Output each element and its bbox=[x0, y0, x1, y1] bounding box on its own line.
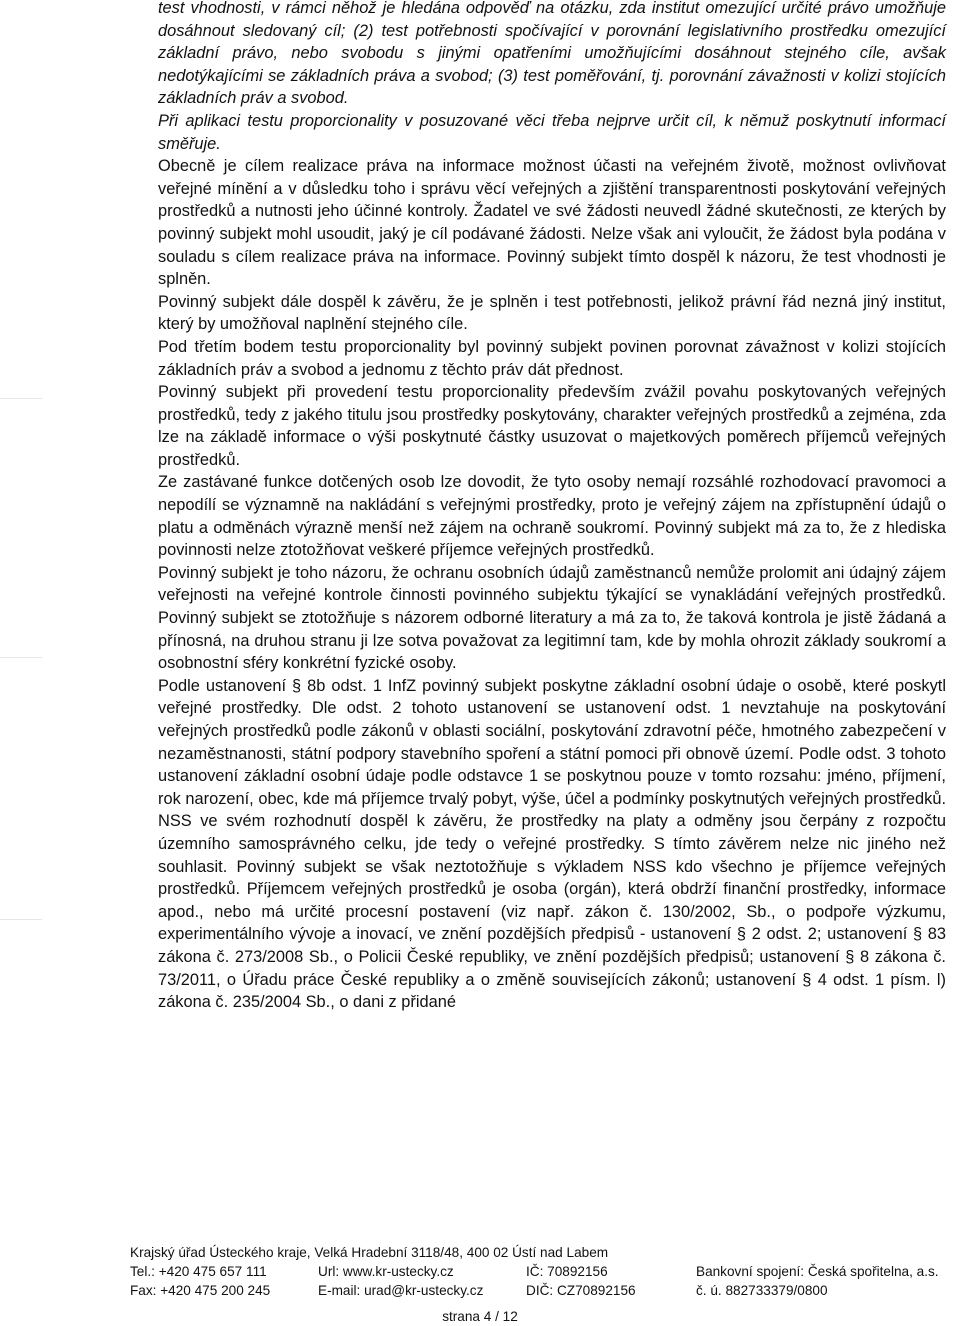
paragraph: test vhodnosti, v rámci něhož je hledána odpověď na otázku, zda institut omezující určité právo umožňuje dosáhnout sledovaný cíl; (2) test potřebnosti spočívající v porovnání legislativního prostředku omezující základní právo, nebo svobodu s jinými opatřeními umožňujícími dosáhnout stejného cíle, avšak nedotýkajícími se základních práva a svobod; (3) test poměřování, tj. porovnání závažnosti v kolizi stojících základních práv a svobod. bbox=[158, 0, 946, 108]
margin-mark bbox=[0, 657, 42, 658]
footer-account: č. ú. 882733379/0800 bbox=[696, 1283, 828, 1298]
footer-contact-row bbox=[130, 1262, 960, 1281]
footer-address-row bbox=[130, 1243, 960, 1262]
page-footer bbox=[130, 1243, 960, 1300]
footer-contact-row bbox=[130, 1281, 960, 1300]
margin-mark bbox=[0, 398, 42, 399]
footer-email[interactable]: E-mail: urad@kr-ustecky.cz bbox=[318, 1283, 484, 1298]
margin-mark bbox=[0, 919, 42, 920]
paragraph: Při aplikaci testu proporcionality v posuzované věci třeba nejprve určit cíl, k němuž poskytnutí informací směřuje. bbox=[158, 111, 946, 153]
footer-address: Krajský úřad Ústeckého kraje, Velká Hradební 3118/48, 400 02 Ústí nad Labem bbox=[130, 1245, 609, 1260]
footer-ico: IČ: 70892156 bbox=[526, 1264, 608, 1279]
paragraph: Podle ustanovení § 8b odst. 1 InfZ povinný subjekt poskytne základní osobní údaje o osobě, které poskytl veřejné prostředky. Dle odst. 2 tohoto ustanovení se ustanovení odst. 1 nevztahuje na poskytování veřejných prostředků podle zákonů v oblasti sociální, poskytování zdravotní péče, hmotného zabezpečení v nezaměstnanosti, státní podpory stavebního spoření a státní pomoci při obnově území. Podle odst. 3 tohoto ustanovení základní osobní údaje podle odstavce 1 se poskytnou pouze v tomto rozsahu: jméno, příjmení, rok narození, obec, kde má příjemce trvalý pobyt, výše, účel a podmínky poskytnutých veřejných prostředků. NSS ve svém rozhodnutí dospěl k závěru, že prostředky na platy a odměny jsou čerpány z rozpočtu územního samosprávného celku, jde tedy o veřejné prostředky. S tímto závěrem nelze nic jiného než souhlasit. Povinný subjekt se však neztotožňuje s výkladem NSS kdo všechno je příjemce veřejných prostředků. Příjemcem veřejných prostředků je osoba (orgán), která obdrží finanční prostředky, informace apod., nebo má určité procesní postavení (viz např. zákon č. 130/2002, Sb., o podpoře výzkumu, experimentálního vývoje a inovací, ve znění pozdějších předpisů - ustanovení § 2 odst. 2; ustanovení § 83 zákona č. 273/2008 Sb., o Policii České republiky, ve znění pozdějších předpisů; ustanovení § 8 zákona č. 73/2011, o Úřadu práce České republiky a o změně souvisejících zákonů; ustanovení § 4 odst. 1 písm. l) zákona č. 235/2004 Sb., o dani z přidané bbox=[158, 676, 946, 1012]
paragraph: Obecně je cílem realizace práva na informace možnost účasti na veřejném životě, možnost ovlivňovat veřejné mínění a v důsledku toho i správu věcí veřejných a zjištění transparentnosti poskytování veřejných prostředků a nutnosti jeho účinné kontroly. Žadatel ve své žádosti neuvedl žádné skutečnosti, ze kterých by povinný subjekt mohl usoudit, jaký je cíl podávané žádosti. Nelze však ani vyloučit, že žádost byla podána v souladu s cílem realizace práva na informace. Povinný subjekt tímto dospěl k názoru, že test vhodnosti je splněn. bbox=[158, 157, 946, 289]
footer-url[interactable]: Url: www.kr-ustecky.cz bbox=[318, 1264, 454, 1279]
paragraph: Povinný subjekt při provedení testu proporcionality především zvážil povahu poskytovaných veřejných prostředků, tedy z jakého titulu jsou prostředky poskytovány, charakter veřejných prostředků a zejména, zda lze na základě informace o výši poskytnuté částky usuzovat o majetkových poměrech příjemců veřejných prostředků. bbox=[158, 383, 946, 469]
footer-bank: Bankovní spojení: Česká spořitelna, a.s. bbox=[696, 1264, 939, 1279]
footer-fax: Fax: +420 475 200 245 bbox=[130, 1283, 271, 1298]
paragraph: Ze zastávané funkce dotčených osob lze dovodit, že tyto osoby nemají rozsáhlé rozhodovací pravomoci a nepodílí se významně na nakládání s veřejnými prostředky, proto je veřejný zájem na zpřístupnění údajů o platu a odměnách výrazně menší než zájem na ochraně soukromí. Povinný subjekt má za to, že z hlediska povinnosti nelze ztotožňovat veškeré příjemce veřejných prostředků. bbox=[158, 473, 946, 560]
paragraph: Povinný subjekt je toho názoru, že ochranu osobních údajů zaměstnanců nemůže prolomit ani údajný zájem veřejnosti na veřejné kontrole činnosti povinného subjektu týkající se vynakládání veřejných prostředků. Povinný subjekt se ztotožňuje s názorem odborné literatury a má za to, že taková kontrola je jistě žádaná a přínosná, na druhou stranu ji lze sotva považovat za legitimní tam, kde by mohla ohrozit základy soukromí a osobnostní sféry konkrétní fyzické osoby. bbox=[158, 563, 946, 673]
paragraph: Povinný subjekt dále dospěl k závěru, že je splněn i test potřebnosti, jelikož právní řád nezná jiný institut, který by umožňoval naplnění stejného cíle. bbox=[158, 292, 946, 334]
page-number: strana 4 / 12 bbox=[442, 1309, 518, 1324]
footer-tel: Tel.: +420 475 657 111 bbox=[130, 1264, 267, 1279]
paragraph: Pod třetím bodem testu proporcionality byl povinný subjekt povinen porovnat závažnost v kolizi stojících základních práv a svobod a jednomu z těchto práv dát přednost. bbox=[158, 337, 946, 379]
footer-dic: DIČ: CZ70892156 bbox=[526, 1283, 636, 1298]
page-body bbox=[158, 0, 946, 1014]
